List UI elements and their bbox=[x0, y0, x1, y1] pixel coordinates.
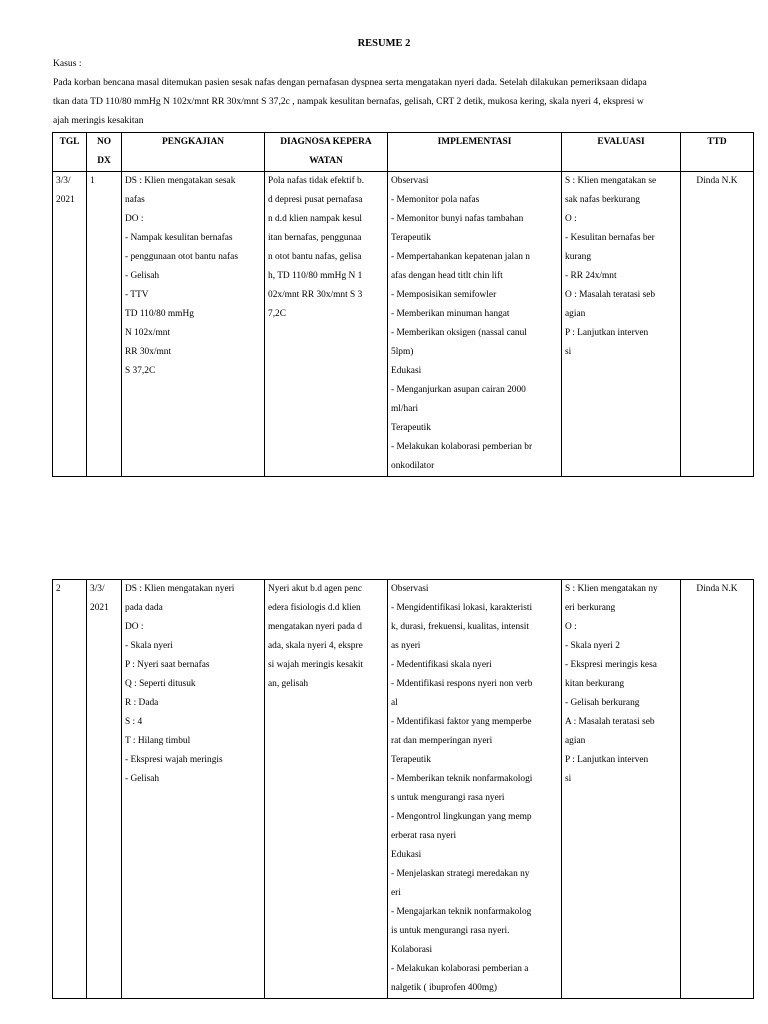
cell-line: 2021 bbox=[90, 603, 109, 613]
header-no-dx bbox=[87, 133, 122, 172]
cell-line: Kolaborasi bbox=[391, 945, 433, 955]
cell-line: P : Lanjutkan interven bbox=[565, 328, 649, 338]
cell-line: 3/3/ bbox=[56, 176, 71, 186]
cell-line: Nyeri akut b.d agen penc bbox=[268, 584, 362, 594]
cell-line: DO : bbox=[125, 622, 144, 632]
cell-diagnosa bbox=[265, 580, 388, 999]
cell-line: - Gelisah berkurang bbox=[565, 698, 640, 708]
cell-line: erberat rasa nyeri bbox=[391, 831, 457, 841]
cell-line: - Melakukan kolaborasi pemberian a bbox=[391, 964, 529, 974]
cell-line: - Mdentifikasi faktor yang memperbe bbox=[391, 717, 532, 727]
cell-line: - Mdentifikasi respons nyeri non verb bbox=[391, 679, 533, 689]
header-pengkajian: PENGKAJIAN bbox=[122, 133, 265, 172]
cell-line: k, durasi, frekuensi, kualitas, intensit bbox=[391, 622, 529, 632]
cell-line: - Memberikan minuman hangat bbox=[391, 309, 510, 319]
cell-line: agian bbox=[565, 736, 586, 746]
cell-line: - Memonitor pola nafas bbox=[391, 195, 480, 205]
cell-line: n d.d klien nampak kesul bbox=[268, 214, 362, 224]
cell-line: s untuk mengurangi rasa nyeri bbox=[391, 793, 505, 803]
cell-line: d depresi pusat pernafasa bbox=[268, 195, 363, 205]
cell-line: pada dada bbox=[125, 603, 163, 613]
case-label: Kasus : bbox=[53, 58, 82, 69]
cell-line: - Nampak kesulitan bernafas bbox=[125, 233, 233, 243]
cell-line: al bbox=[391, 698, 398, 708]
cell-line: 3/3/ bbox=[90, 584, 105, 594]
cell-line: - Memonitor bunyi nafas tambahan bbox=[391, 214, 524, 224]
cell-line: n otot bantu nafas, gelisa bbox=[268, 252, 362, 262]
cell-line: - TTV bbox=[125, 290, 149, 300]
cell-line: - Ekspresi wajah meringis bbox=[125, 755, 223, 765]
cell-line: h, TD 110/80 mmHg N 1 bbox=[268, 271, 363, 281]
case-description bbox=[53, 54, 753, 130]
cell-line: Dinda N.K bbox=[696, 176, 738, 186]
cell-line: nalgetik ( ibuprofen 400mg) bbox=[391, 983, 497, 993]
cell-line: 7,2C bbox=[268, 309, 286, 319]
cell-line: Edukasi bbox=[391, 850, 422, 860]
header-tgl: TGL bbox=[53, 133, 87, 172]
cell-line: - Gelisah bbox=[125, 271, 160, 281]
cell-line: - Ekspresi meringis kesa bbox=[565, 660, 657, 670]
cell-line: - Skala nyeri bbox=[125, 641, 173, 651]
cell-line: - Gelisah bbox=[125, 774, 160, 784]
cell-tgl bbox=[53, 172, 87, 477]
case-line: ajah meringis kesakitan bbox=[53, 115, 144, 126]
cell-line: P : Lanjutkan interven bbox=[565, 755, 649, 765]
cell-line: as nyeri bbox=[391, 641, 421, 651]
cell-line: kurang bbox=[565, 252, 592, 262]
resume-table-2 bbox=[52, 579, 754, 999]
cell-line: onkodilator bbox=[391, 461, 435, 471]
cell-line: S : 4 bbox=[125, 717, 143, 727]
cell-line: - Melakukan kolaborasi pemberian br bbox=[391, 442, 533, 452]
cell-line: RR 30x/mnt bbox=[125, 347, 172, 357]
cell-no-dx bbox=[53, 580, 87, 999]
cell-line: 2 bbox=[56, 584, 61, 594]
cell-line: T : Hilang timbul bbox=[125, 736, 191, 746]
cell-line: - Memposisikan semifowler bbox=[391, 290, 497, 300]
resume-table-1 bbox=[52, 132, 754, 477]
cell-evaluasi bbox=[562, 172, 681, 477]
table-row bbox=[53, 580, 754, 999]
cell-line: sak nafas berkurang bbox=[565, 195, 640, 205]
cell-line: O : bbox=[565, 214, 577, 224]
cell-line: 1 bbox=[90, 176, 95, 186]
cell-implementasi bbox=[388, 580, 562, 999]
cell-line: 02x/mnt RR 30x/mnt S 3 bbox=[268, 290, 363, 300]
cell-line: Observasi bbox=[391, 584, 429, 594]
cell-line: S 37,2C bbox=[125, 366, 156, 376]
header-diagnosa bbox=[265, 133, 388, 172]
cell-pengkajian bbox=[122, 172, 265, 477]
cell-line: Dinda N.K bbox=[696, 584, 738, 594]
cell-line: - Mengajarkan teknik nonfarmakolog bbox=[391, 907, 532, 917]
cell-line: afas dengan head titlt chin lift bbox=[391, 271, 503, 281]
cell-line: - Medentifikasi skala nyeri bbox=[391, 660, 492, 670]
cell-line: is untuk mengurangi rasa nyeri. bbox=[391, 926, 510, 936]
cell-line: O : bbox=[565, 622, 577, 632]
cell-line: nafas bbox=[125, 195, 145, 205]
cell-line: S : Klien mengatakan se bbox=[565, 176, 657, 186]
cell-line: - Mengontrol lingkungan yang memp bbox=[391, 812, 532, 822]
cell-line: - penggunaan otot bantu nafas bbox=[125, 252, 238, 262]
cell-line: - Skala nyeri 2 bbox=[565, 641, 620, 651]
cell-line: - Memberikan oksigen (nassal canul bbox=[391, 328, 527, 338]
document-title: RESUME 2 bbox=[357, 38, 411, 49]
cell-line: rat dan memperingan nyeri bbox=[391, 736, 493, 746]
case-line: Pada korban bencana masal ditemukan pasien sesak nafas dengan pernafasan dyspnea serta mengatakan nyeri dada. Setelah dilakukan pemeriksaan didapa bbox=[53, 77, 647, 88]
cell-line: Terapeutik bbox=[391, 423, 431, 433]
cell-pengkajian bbox=[122, 580, 265, 999]
table-header-row bbox=[53, 133, 754, 172]
cell-line: S : Klien mengatakan ny bbox=[565, 584, 658, 594]
header-no-dx-line: DX bbox=[97, 156, 111, 166]
cell-line: Observasi bbox=[391, 176, 429, 186]
cell-line: 5lpm) bbox=[391, 347, 414, 357]
cell-line: P : Nyeri saat bernafas bbox=[125, 660, 210, 670]
cell-line: 2021 bbox=[56, 195, 75, 205]
cell-line: N 102x/mnt bbox=[125, 328, 171, 338]
cell-line: si wajah meringis kesakit bbox=[268, 660, 364, 670]
header-ttd: TTD bbox=[681, 133, 754, 172]
cell-ttd bbox=[681, 172, 754, 477]
cell-line: eri bbox=[391, 888, 401, 898]
cell-line: - Mempertahankan kepatenan jalan n bbox=[391, 252, 530, 262]
cell-line: itan bernafas, penggunaa bbox=[268, 233, 362, 243]
cell-line: an, gelisah bbox=[268, 679, 309, 689]
cell-line: kitan berkurang bbox=[565, 679, 625, 689]
cell-line: si bbox=[565, 347, 572, 357]
header-implementasi: IMPLEMENTASI bbox=[388, 133, 562, 172]
cell-line: Edukasi bbox=[391, 366, 422, 376]
cell-implementasi bbox=[388, 172, 562, 477]
cell-line: DO : bbox=[125, 214, 144, 224]
cell-evaluasi bbox=[562, 580, 681, 999]
table-row bbox=[53, 172, 754, 477]
cell-line: - Menjelaskan strategi meredakan ny bbox=[391, 869, 530, 879]
cell-line: mengatakan nyeri pada d bbox=[268, 622, 362, 632]
cell-line: TD 110/80 mmHg bbox=[125, 309, 194, 319]
cell-line: - RR 24x/mnt bbox=[565, 271, 617, 281]
cell-line: - Menganjurkan asupan cairan 2000 bbox=[391, 385, 526, 395]
header-diagnosa-line: DIAGNOSA KEPERA bbox=[280, 137, 372, 147]
cell-line: - Mengidentifikasi lokasi, karakteristi bbox=[391, 603, 533, 613]
cell-line: edera fisiologis d.d klien bbox=[268, 603, 361, 613]
cell-line: ada, skala nyeri 4, ekspre bbox=[268, 641, 363, 651]
cell-line: Terapeutik bbox=[391, 233, 431, 243]
cell-tgl bbox=[87, 580, 122, 999]
cell-line: A : Masalah teratasi seb bbox=[565, 717, 655, 727]
cell-line: agian bbox=[565, 309, 586, 319]
cell-line: Terapeutik bbox=[391, 755, 431, 765]
cell-line: eri berkurang bbox=[565, 603, 616, 613]
cell-line: - Memberikan teknik nonfarmakologi bbox=[391, 774, 533, 784]
cell-line: O : Masalah teratasi seb bbox=[565, 290, 656, 300]
header-diagnosa-line: WATAN bbox=[309, 156, 343, 166]
cell-line: R : Dada bbox=[125, 698, 159, 708]
case-line: tkan data TD 110/80 mmHg N 102x/mnt RR 30x/mnt S 37,2c , nampak kesulitan bernafas, gelisah, CRT 2 detik, mukosa kering, skala nyeri 4, ekspresi w bbox=[53, 96, 644, 107]
cell-line: DS : Klien mengatakan sesak bbox=[125, 176, 236, 186]
cell-diagnosa bbox=[265, 172, 388, 477]
cell-line: ml/hari bbox=[391, 404, 419, 414]
cell-line: si bbox=[565, 774, 572, 784]
cell-ttd bbox=[681, 580, 754, 999]
cell-line: DS : Klien mengatakan nyeri bbox=[125, 584, 235, 594]
cell-line: Pola nafas tidak efektif b. bbox=[268, 176, 365, 186]
cell-line: - Kesulitan bernafas ber bbox=[565, 233, 655, 243]
header-evaluasi: EVALUASI bbox=[562, 133, 681, 172]
header-no-dx-line: NO bbox=[96, 137, 112, 147]
cell-no-dx bbox=[87, 172, 122, 477]
cell-line: Q : Seperti ditusuk bbox=[125, 679, 196, 689]
